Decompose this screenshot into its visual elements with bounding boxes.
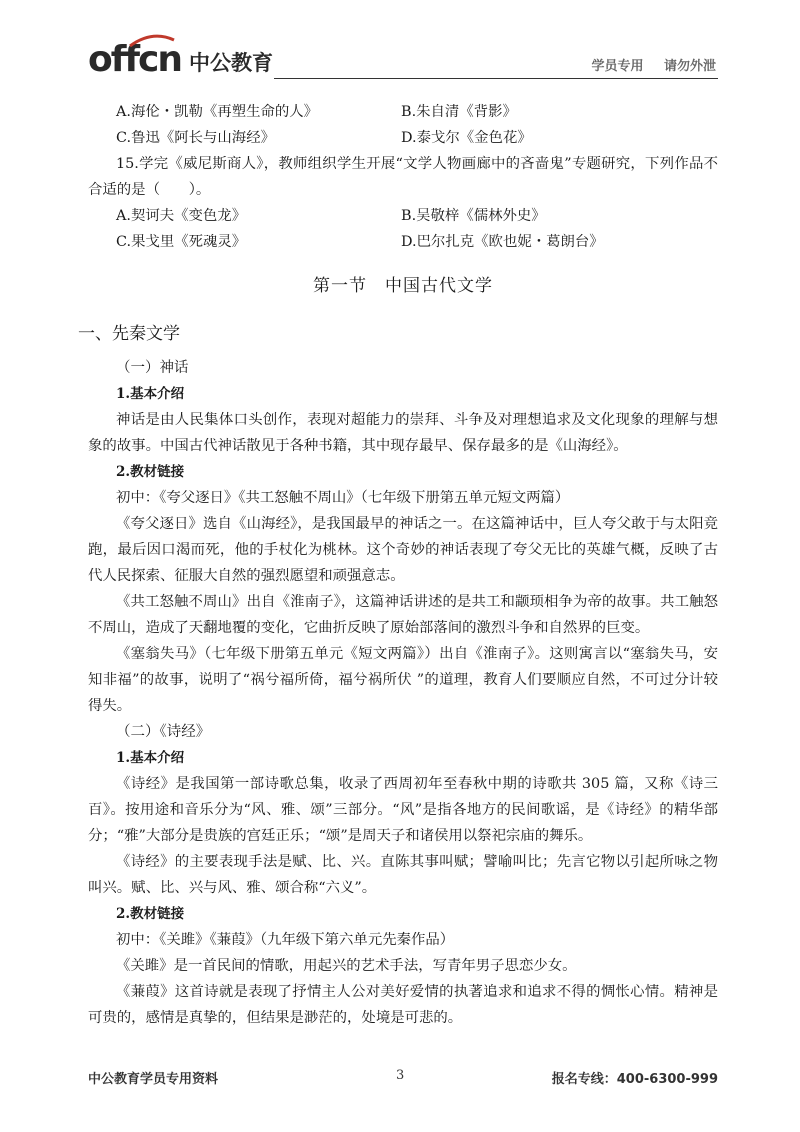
myth-paragraph-gonggong: 《共工怒触不周山》出自《淮南子》，这篇神话讲述的是共工和颛顼相争为帝的故事。共工触怒不周山，造成了天翻地覆的变化，它曲折反映了原始部落间的激烈斗争和自然界的巨变。 xyxy=(88,594,718,636)
header-rule xyxy=(274,78,718,79)
shijing-paragraph-techniques: 《诗经》的主要表现手法是赋、比、兴。直陈其事叫赋；譬喻叫比；先言它物以引起所咏之物叫兴。赋、比、兴与风、雅、颂合称“六义”。 xyxy=(88,854,718,896)
q15-stem: 15.学完《威尼斯商人》，教师组织学生开展“文学人物画廊中的吝啬鬼”专题研究，下列作品不合适的是（ ）。 xyxy=(88,156,718,198)
logo-text-en: offcn xyxy=(88,39,182,80)
shijing-intro-heading: 1.基本介绍 xyxy=(116,750,185,766)
q15-option-d: D.巴尔扎克《欧也妮・葛朗台》 xyxy=(401,234,604,250)
page-number: 3 xyxy=(396,1068,405,1083)
q15-options-row-1 xyxy=(88,203,718,229)
myth-intro-heading: 1.基本介绍 xyxy=(116,386,185,402)
q15-option-c: C.果戈里《死魂灵》 xyxy=(116,234,247,250)
q14-options-row-1 xyxy=(88,99,718,125)
shijing-link-heading: 2.教材链接 xyxy=(116,906,185,922)
shijing-paragraph-guanju: 《关雎》是一首民间的情歌，用起兴的艺术手法，写青年男子思恋少女。 xyxy=(116,958,577,974)
logo-arc-icon xyxy=(128,34,176,48)
q14-option-a: A.海伦・凯勒《再塑生命的人》 xyxy=(116,104,319,120)
myth-heading: （一）神话 xyxy=(116,360,189,376)
offcn-logo xyxy=(88,38,273,78)
q15-option-b: B.吴敬梓《儒林外史》 xyxy=(401,208,546,224)
logo-text-cn: 中公教育 xyxy=(189,51,274,75)
header-tags xyxy=(591,55,716,74)
q15-option-a: A.契诃夫《变色龙》 xyxy=(116,208,247,224)
shijing-heading: （二）《诗经》 xyxy=(116,724,211,740)
q14-option-c: C.鲁迅《阿长与山海经》 xyxy=(116,130,275,146)
page-footer xyxy=(88,1068,718,1090)
myth-intro-text: 神话是由人民集体口头创作，表现对超能力的崇拜、斗争及对理想追求及文化现象的理解与想象的故事。中国古代神话散见于各种书籍，其中现存最早、保存最多的是《山海经》。 xyxy=(88,412,718,454)
footer-left-text: 中公教育学员专用资料 xyxy=(88,1072,219,1087)
footer-hotline: 报名专线：400-6300-999 xyxy=(551,1072,718,1087)
part-title: 一、先秦文学 xyxy=(78,324,180,344)
section-title: 第一节 中国古代文学 xyxy=(313,276,493,296)
shijing-link-line: 初中：《关雎》《蒹葭》（九年级下第六单元先秦作品） xyxy=(116,932,455,948)
q14-option-d: D.泰戈尔《金色花》 xyxy=(401,130,532,146)
myth-paragraph-kuafu: 《夸父逐日》选自《山海经》，是我国最早的神话之一。在这篇神话中，巨人夸父敢于与太阳竞跑，最后因口渴而死，他的手杖化为桃林。这个奇妙的神话表现了夸父无比的英雄气概，反映了古代人民探索、征服大自然的强烈愿望和顽强意志。 xyxy=(88,516,718,584)
q14-option-b: B.朱自清《背影》 xyxy=(401,104,517,120)
q15-options-row-2 xyxy=(88,229,718,255)
tag-no-distribution: 请勿外泄 xyxy=(663,59,716,74)
myth-link-line: 初中：《夸父逐日》《共工怒触不周山》（七年级下册第五单元短文两篇） xyxy=(116,490,570,506)
shijing-paragraph-intro: 《诗经》是我国第一部诗歌总集，收录了西周初年至春秋中期的诗歌共 305 篇，又称《诗三百》。按用途和音乐分为“风、雅、颂”三部分。“风”是指各地方的民间歌谣，是《诗经》的精华部分；“雅”大部分是贵族的宫廷正乐；“颂”是周天子和诸侯用以祭祀宗庙的舞乐。 xyxy=(88,776,718,844)
page-content xyxy=(78,99,718,1031)
shijing-paragraph-jianjia: 《蒹葭》这首诗就是表现了抒情主人公对美好爱情的执著追求和追求不得的惆怅心情。精神是可贵的，感情是真挚的，但结果是渺茫的，处境是可悲的。 xyxy=(88,984,718,1026)
tag-students-only: 学员专用 xyxy=(591,59,644,74)
q14-options-row-2 xyxy=(88,125,718,151)
myth-link-heading: 2.教材链接 xyxy=(116,464,185,480)
page-header xyxy=(88,38,718,82)
myth-paragraph-saiweng: 《塞翁失马》（七年级下册第五单元《短文两篇》）出自《淮南子》。这则寓言以“塞翁失马，安知非福”的故事，说明了“祸兮福所倚，福兮祸所伏 ”的道理，教育人们要顺应自然，不可过分计较得失。 xyxy=(88,646,718,714)
